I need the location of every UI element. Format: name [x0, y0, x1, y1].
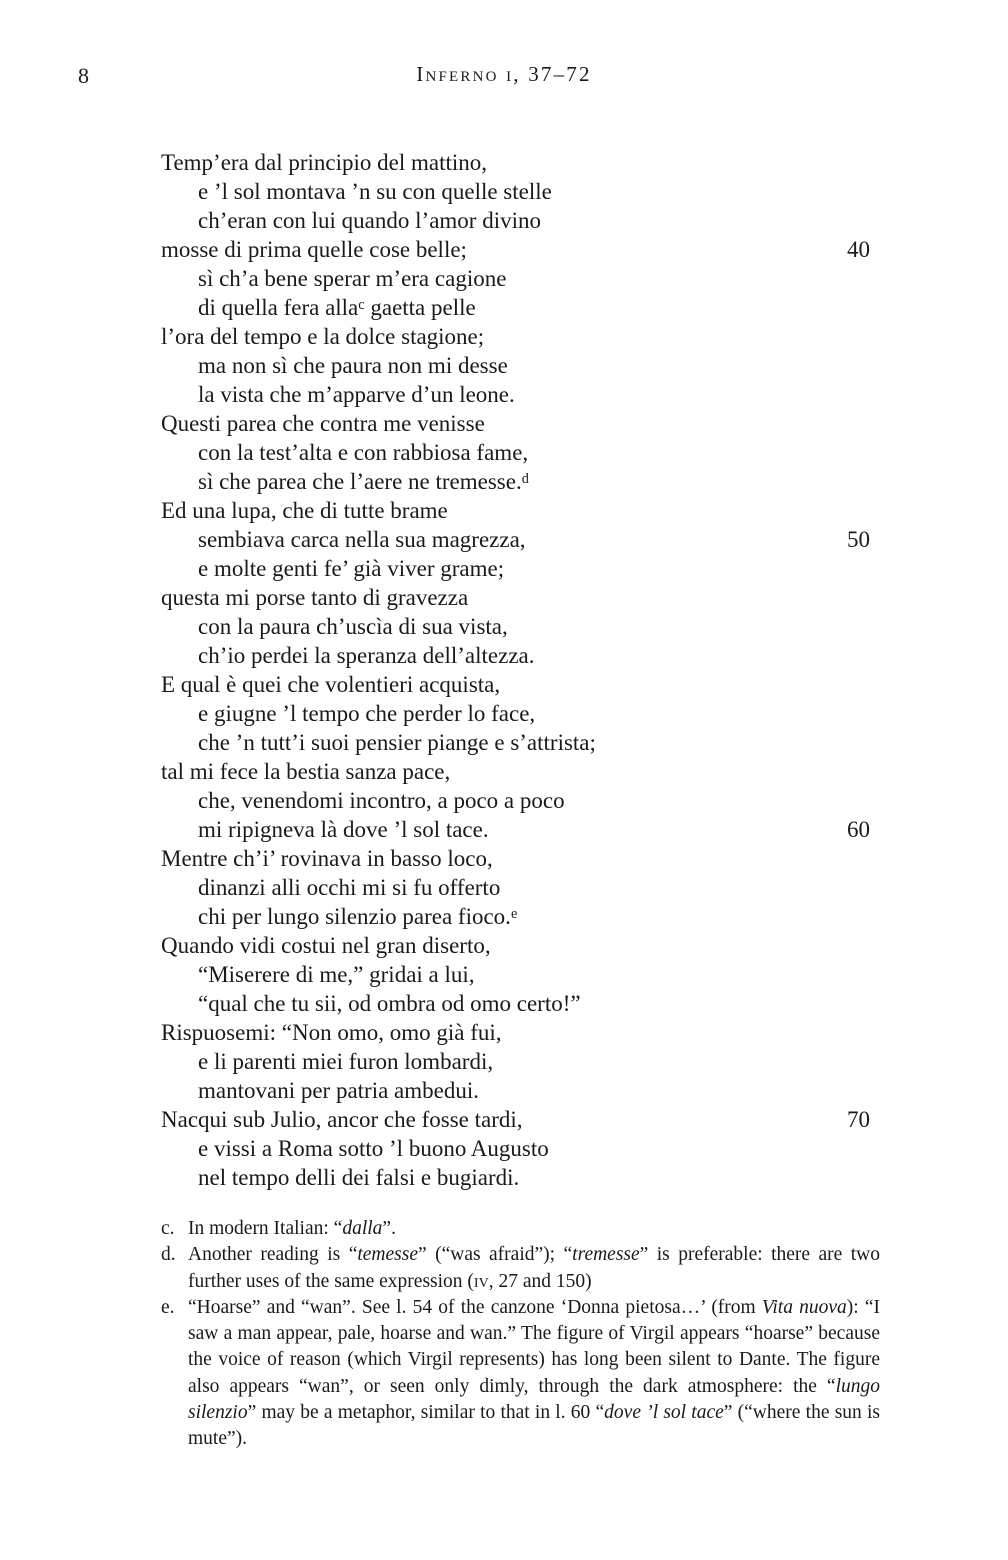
poem-line [161, 1105, 880, 1134]
verse-text: con la test’alta e con rabbiosa fame, [198, 440, 529, 465]
verse-text: Ed una lupa, che di tutte brame [161, 498, 448, 523]
verse-text: che ’n tutt’i suoi pensier piange e s’attrista; [198, 730, 596, 755]
poem-line [161, 873, 880, 902]
poem [161, 148, 880, 1192]
poem-line [161, 409, 880, 438]
verse-text: “qual che tu sii, od ombra od omo certo!” [198, 991, 581, 1016]
verse-text: e giugne ’l tempo che perder lo face, [198, 701, 536, 726]
poem-line [161, 467, 880, 496]
poem-line [161, 293, 880, 322]
verse-text: di quella fera alla$^c$ gaetta pelle [198, 295, 476, 320]
poem-line [161, 322, 880, 351]
page-number: 8 [78, 63, 89, 88]
poem-line [161, 235, 880, 264]
footnotes [161, 1216, 880, 1453]
verse-text: e molte genti fe’ già viver grame; [198, 556, 505, 581]
poem-line [161, 1018, 880, 1047]
verse-text: tal mi fece la bestia sanza pace, [161, 759, 451, 784]
poem-line [161, 380, 880, 409]
poem-line [161, 264, 880, 293]
verse-text: Rispuosemi: “Non omo, omo già fui, [161, 1020, 502, 1045]
verse-text: sì che parea che l’aere ne tremesse.$^d$ [198, 469, 529, 494]
verse-text: la vista che m’apparve d’un leone. [198, 382, 515, 407]
verse-number: 40 [847, 237, 870, 262]
verse-text: questa mi porse tanto di gravezza [161, 585, 469, 610]
running-head: Inferno i, 37–72 [416, 62, 592, 86]
footnote-text: Another reading is “temesse” (“was afraid”); “tremesse” is preferable: there are two further uses of the same expression (iv, 27 and 150) [188, 1244, 880, 1292]
poem-line [161, 583, 880, 612]
verse-number: 70 [847, 1107, 870, 1132]
poem-line [161, 757, 880, 786]
poem-line [161, 902, 880, 931]
footnote-marker: e [510, 905, 518, 922]
verse-text: con la paura ch’uscìa di sua vista, [198, 614, 508, 639]
verse-text: nel tempo delli dei falsi e bugiardi. [198, 1165, 520, 1190]
verse-text: e vissi a Roma sotto ’l buono Augusto [198, 1136, 549, 1161]
poem-line [161, 177, 880, 206]
verse-text: e li parenti miei furon lombardi, [198, 1049, 494, 1074]
verse-text: Mentre ch’i’ rovinava in basso loco, [161, 846, 493, 871]
verse-number: 60 [847, 817, 870, 842]
verse-text: l’ora del tempo e la dolce stagione; [161, 324, 485, 349]
verse-text: Quando vidi costui nel gran diserto, [161, 933, 491, 958]
poem-line [161, 960, 880, 989]
poem-line [161, 786, 880, 815]
poem-line [161, 1076, 880, 1105]
verse-text: chi per lungo silenzio parea fioco.$^e$ [198, 904, 518, 929]
verse-text: mi ripigneva là dove ’l sol tace. [198, 817, 489, 842]
verse-text: dinanzi alli occhi mi si fu offerto [198, 875, 501, 900]
verse-text: ch’io perdei la speranza dell’altezza. [198, 643, 535, 668]
poem-line [161, 844, 880, 873]
verse-text: che, venendomi incontro, a poco a poco [198, 788, 565, 813]
poem-line [161, 1163, 880, 1192]
poem-line [161, 496, 880, 525]
poem-line [161, 931, 880, 960]
footnote-label: e. [161, 1296, 175, 1318]
footnote-text: In modern Italian: “dalla”. [188, 1218, 396, 1239]
footnote-label: d. [161, 1244, 176, 1266]
poem-line [161, 699, 880, 728]
footnote [161, 1216, 880, 1242]
poem-line [161, 554, 880, 583]
verse-text: Temp’era dal principio del mattino, [161, 150, 488, 175]
poem-line [161, 148, 880, 177]
footnote [161, 1295, 880, 1453]
footnote-marker: d [521, 470, 529, 487]
verse-text: mosse di prima quelle cose belle; [161, 237, 467, 262]
verse-text: mantovani per patria ambedui. [198, 1078, 480, 1103]
poem-line [161, 206, 880, 235]
poem-line [161, 641, 880, 670]
verse-text: E qual è quei che volentieri acquista, [161, 672, 501, 697]
verse-text: sembiava carca nella sua magrezza, [198, 527, 526, 552]
poem-line [161, 1047, 880, 1076]
verse-text: ch’eran con lui quando l’amor divino [198, 208, 541, 233]
poem-line [161, 351, 880, 380]
verse-text: sì ch’a bene sperar m’era cagione [198, 266, 507, 291]
poem-line [161, 1134, 880, 1163]
verse-text: Nacqui sub Julio, ancor che fosse tardi, [161, 1107, 523, 1132]
footnote [161, 1242, 880, 1295]
verse-text: Questi parea che contra me venisse [161, 411, 485, 436]
page-content [161, 148, 880, 1453]
poem-line [161, 728, 880, 757]
verse-text: e ’l sol montava ’n su con quelle stelle [198, 179, 552, 204]
poem-line [161, 989, 880, 1018]
poem-line [161, 612, 880, 641]
poem-line [161, 670, 880, 699]
footnote-label: c. [161, 1218, 175, 1239]
poem-line [161, 815, 880, 844]
footnote-marker: c [358, 296, 365, 313]
verse-text: “Miserere di me,” gridai a lui, [198, 962, 475, 987]
page-header [0, 62, 1008, 88]
verse-number: 50 [847, 527, 870, 552]
poem-line [161, 438, 880, 467]
poem-line [161, 525, 880, 554]
footnote-text: “Hoarse” and “wan”. See l. 54 of the canzone ‘Donna pietosa…’ (from Vita nuova): “I saw a man appear, pale, hoarse and wan.” The figure of Virgil appears “hoarse” because the voice of reason (which Virgil represents) has long been silent to Dante. The figure also appears “wan”, or seen only dimly, through the dark atmosphere: the “lungo silenzio” may be a metaphor, similar to that in l. 60 “dove ’l sol tace” (“where the sun is mute”). [188, 1296, 880, 1450]
verse-text: ma non sì che paura non mi desse [198, 353, 508, 378]
